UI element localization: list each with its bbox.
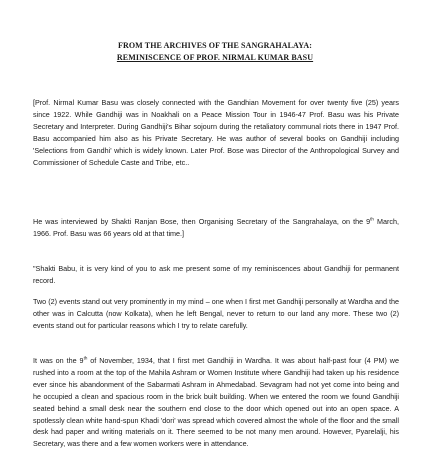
document-subheading: REMINISCENCE OF PROF. NIRMAL KUMAR BASU [116, 53, 314, 62]
document-heading: FROM THE ARCHIVES OF THE SANGRAHALAYA: [118, 41, 312, 50]
interview-text-start: He was interviewed by Shakti Ranjan Bose, then Organising Secretary of the Sangrahalaya, on the 9 [33, 217, 371, 226]
ordinal-suffix: th [83, 355, 88, 361]
intro-paragraph: [Prof. Nirmal Kumar Basu was closely connected with the Gandhian Movement for over twenty five (25) years since 1922. While Gandhiji was in Noakhali on a Peace Mission Tour in 1946-47 Prof. Basu was his Private Secretary and Interpreter. During Gandhiji's Bihar sojourn during the retaliatory communal riots there in 1947 Prof. Basu accompanied him also as his Private Secretary. He was author of several books on Gandhiji including 'Selections from Gandhi' which is widely known. Later Prof. Bose was Director of the Anthropological Survey and Commissioner of Schedule Caste and Tribe, etc.. [33, 98, 399, 167]
wardha-paragraph [33, 355, 399, 450]
two-events-paragraph: Two (2) events stand out very prominently in my mind – one when I first met Gandhiji personally at Wardha and the other was in Calcutta (now Kolkata), when he left Bengal, never to return to our land any more. These two (2) events stand out for particular reasons which I try to relate carefully. [33, 297, 399, 330]
interview-paragraph [33, 216, 399, 240]
interview-text-end: March, 1966. Prof. Basu was 66 years old at that time.] [33, 217, 399, 238]
wardha-text-start: It was on the 9 [33, 356, 84, 365]
wardha-text-end: of November, 1934, that I first met Gandhiji in Wardha. It was about half-past four (4 PM) we rushed into a room at the top of the Mahila Ashram or Women Institute where Gandhiji had taken up his residence ever since his abandonment of the Sabarmati Ashram in Ahmedabad. Sevagram had not yet come into being and he occupied a clean and spacious room in the brick built building. When we entered the room we found Gandhiji seated behind a small desk near the southern end close to the door which opened out into an open space. A spotlessly clean white hand-spun Khadi 'dori' was spread which covered almost the whole of the floor and the small desk had paper and writing materials on it. There seemed to be not many men around. However, Pyarelalji, his Secretary, was there and a few women workers were in attendance. [33, 356, 399, 449]
opening-paragraph: "Shakti Babu, it is very kind of you to ask me present some of my reminiscences about Gandhiji for permanent record. [33, 264, 399, 285]
ordinal-suffix: th [370, 216, 374, 222]
